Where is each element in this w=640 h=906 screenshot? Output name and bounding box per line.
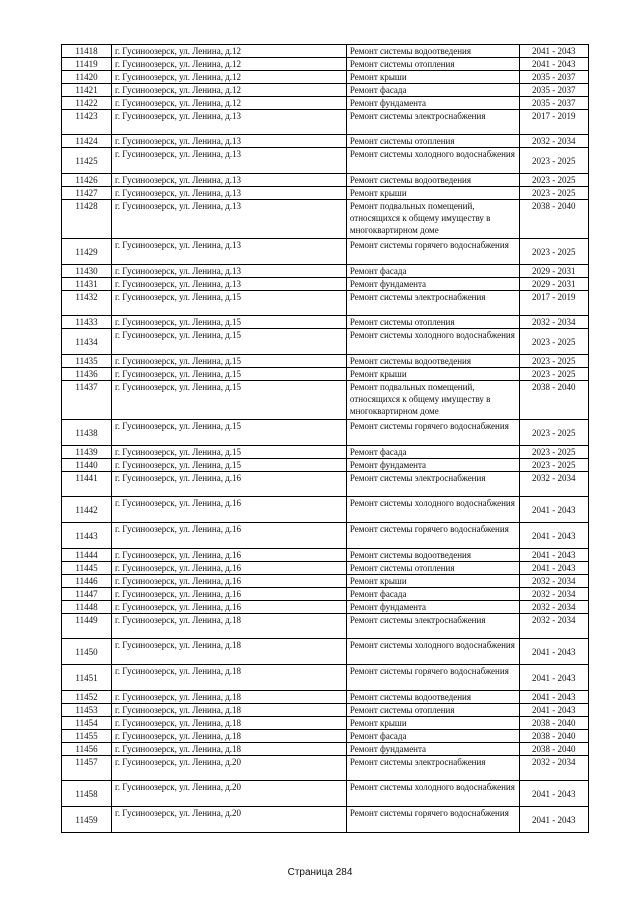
table-row — [62, 316, 589, 329]
row-number-cell: 11459 — [62, 807, 112, 833]
address-cell: г. Гусиноозерск, ул. Ленина, д.16 — [112, 549, 347, 562]
work-type-cell: Ремонт системы водоотведения — [346, 45, 519, 58]
work-type-cell: Ремонт системы отопления — [346, 135, 519, 148]
row-number-cell: 11447 — [62, 588, 112, 601]
work-type-cell: Ремонт фундамента — [346, 743, 519, 756]
table-row — [62, 807, 589, 833]
period-cell: 2017 - 2019 — [519, 291, 588, 316]
row-number-cell: 11421 — [62, 84, 112, 97]
row-number-cell: 11444 — [62, 549, 112, 562]
period-cell: 2041 - 2043 — [519, 58, 588, 71]
table-row — [62, 665, 589, 691]
table-row — [62, 743, 589, 756]
table-row — [62, 704, 589, 717]
work-type-cell: Ремонт системы горячего водоснабжения — [346, 239, 519, 265]
period-cell: 2041 - 2043 — [519, 691, 588, 704]
row-number-cell: 11453 — [62, 704, 112, 717]
period-cell: 2038 - 2040 — [519, 717, 588, 730]
row-number-cell: 11438 — [62, 420, 112, 446]
row-number-cell: 11436 — [62, 368, 112, 381]
period-cell: 2041 - 2043 — [519, 562, 588, 575]
table-row — [62, 472, 589, 497]
work-type-cell: Ремонт фасада — [346, 265, 519, 278]
period-cell: 2041 - 2043 — [519, 45, 588, 58]
table-row — [62, 614, 589, 639]
work-type-cell: Ремонт системы водоотведения — [346, 691, 519, 704]
table-row — [62, 381, 589, 420]
table-row — [62, 148, 589, 174]
address-cell: г. Гусиноозерск, ул. Ленина, д.13 — [112, 187, 347, 200]
address-cell: г. Гусиноозерск, ул. Ленина, д.12 — [112, 45, 347, 58]
work-type-cell: Ремонт фасада — [346, 446, 519, 459]
row-number-cell: 11442 — [62, 497, 112, 523]
row-number-cell: 11458 — [62, 781, 112, 807]
address-cell: г. Гусиноозерск, ул. Ленина, д.18 — [112, 665, 347, 691]
row-number-cell: 11443 — [62, 523, 112, 549]
address-cell: г. Гусиноозерск, ул. Ленина, д.16 — [112, 601, 347, 614]
table-row — [62, 691, 589, 704]
table-row — [62, 329, 589, 355]
work-type-cell: Ремонт системы отопления — [346, 704, 519, 717]
address-cell: г. Гусиноозерск, ул. Ленина, д.15 — [112, 291, 347, 316]
work-type-cell: Ремонт системы отопления — [346, 316, 519, 329]
table-row — [62, 355, 589, 368]
period-cell: 2023 - 2025 — [519, 239, 588, 265]
address-cell: г. Гусиноозерск, ул. Ленина, д.15 — [112, 355, 347, 368]
row-number-cell: 11425 — [62, 148, 112, 174]
address-cell: г. Гусиноозерск, ул. Ленина, д.20 — [112, 807, 347, 833]
table-row — [62, 756, 589, 781]
work-type-cell: Ремонт системы холодного водоснабжения — [346, 497, 519, 523]
work-type-cell: Ремонт фасада — [346, 588, 519, 601]
table-row — [62, 58, 589, 71]
row-number-cell: 11432 — [62, 291, 112, 316]
table-row — [62, 549, 589, 562]
address-cell: г. Гусиноозерск, ул. Ленина, д.18 — [112, 639, 347, 665]
period-cell: 2041 - 2043 — [519, 523, 588, 549]
row-number-cell: 11445 — [62, 562, 112, 575]
work-type-cell: Ремонт системы горячего водоснабжения — [346, 420, 519, 446]
row-number-cell: 11452 — [62, 691, 112, 704]
address-cell: г. Гусиноозерск, ул. Ленина, д.13 — [112, 148, 347, 174]
table-row — [62, 575, 589, 588]
work-type-cell: Ремонт фундамента — [346, 278, 519, 291]
period-cell: 2041 - 2043 — [519, 497, 588, 523]
table-row — [62, 562, 589, 575]
row-number-cell: 11437 — [62, 381, 112, 420]
period-cell: 2038 - 2040 — [519, 200, 588, 239]
repair-schedule-table — [61, 44, 589, 833]
row-number-cell: 11427 — [62, 187, 112, 200]
work-type-cell: Ремонт подвальных помещений, относящихся к общему имуществу в многоквартирном доме — [346, 381, 519, 420]
address-cell: г. Гусиноозерск, ул. Ленина, д.18 — [112, 743, 347, 756]
work-type-cell: Ремонт системы горячего водоснабжения — [346, 523, 519, 549]
address-cell: г. Гусиноозерск, ул. Ленина, д.15 — [112, 459, 347, 472]
row-number-cell: 11428 — [62, 200, 112, 239]
page-number: Страница 284 — [287, 867, 353, 878]
work-type-cell: Ремонт системы горячего водоснабжения — [346, 807, 519, 833]
table-row — [62, 730, 589, 743]
work-type-cell: Ремонт системы холодного водоснабжения — [346, 639, 519, 665]
work-type-cell: Ремонт крыши — [346, 717, 519, 730]
period-cell: 2041 - 2043 — [519, 781, 588, 807]
table-row — [62, 459, 589, 472]
address-cell: г. Гусиноозерск, ул. Ленина, д.15 — [112, 420, 347, 446]
period-cell: 2023 - 2025 — [519, 148, 588, 174]
period-cell: 2038 - 2040 — [519, 381, 588, 420]
row-number-cell: 11455 — [62, 730, 112, 743]
address-cell: г. Гусиноозерск, ул. Ленина, д.18 — [112, 717, 347, 730]
table-row — [62, 110, 589, 135]
address-cell: г. Гусиноозерск, ул. Ленина, д.18 — [112, 730, 347, 743]
period-cell: 2023 - 2025 — [519, 446, 588, 459]
table-row — [62, 187, 589, 200]
row-number-cell: 11422 — [62, 97, 112, 110]
table-row — [62, 97, 589, 110]
period-cell: 2032 - 2034 — [519, 472, 588, 497]
period-cell: 2023 - 2025 — [519, 174, 588, 187]
work-type-cell: Ремонт системы отопления — [346, 562, 519, 575]
row-number-cell: 11457 — [62, 756, 112, 781]
period-cell: 2032 - 2034 — [519, 575, 588, 588]
address-cell: г. Гусиноозерск, ул. Ленина, д.13 — [112, 174, 347, 187]
address-cell: г. Гусиноозерск, ул. Ленина, д.13 — [112, 239, 347, 265]
work-type-cell: Ремонт системы отопления — [346, 58, 519, 71]
address-cell: г. Гусиноозерск, ул. Ленина, д.16 — [112, 575, 347, 588]
address-cell: г. Гусиноозерск, ул. Ленина, д.12 — [112, 84, 347, 97]
address-cell: г. Гусиноозерск, ул. Ленина, д.15 — [112, 329, 347, 355]
period-cell: 2035 - 2037 — [519, 71, 588, 84]
table-row — [62, 291, 589, 316]
work-type-cell: Ремонт фасада — [346, 84, 519, 97]
work-type-cell: Ремонт системы электроснабжения — [346, 110, 519, 135]
work-type-cell: Ремонт фасада — [346, 730, 519, 743]
period-cell: 2041 - 2043 — [519, 549, 588, 562]
row-number-cell: 11431 — [62, 278, 112, 291]
row-number-cell: 11435 — [62, 355, 112, 368]
row-number-cell: 11454 — [62, 717, 112, 730]
row-number-cell: 11418 — [62, 45, 112, 58]
work-type-cell: Ремонт фундамента — [346, 459, 519, 472]
period-cell: 2041 - 2043 — [519, 807, 588, 833]
address-cell: г. Гусиноозерск, ул. Ленина, д.18 — [112, 614, 347, 639]
address-cell: г. Гусиноозерск, ул. Ленина, д.20 — [112, 781, 347, 807]
row-number-cell: 11441 — [62, 472, 112, 497]
period-cell: 2041 - 2043 — [519, 665, 588, 691]
address-cell: г. Гусиноозерск, ул. Ленина, д.12 — [112, 71, 347, 84]
address-cell: г. Гусиноозерск, ул. Ленина, д.13 — [112, 110, 347, 135]
work-type-cell: Ремонт системы холодного водоснабжения — [346, 781, 519, 807]
table-row — [62, 588, 589, 601]
table-row — [62, 446, 589, 459]
row-number-cell: 11439 — [62, 446, 112, 459]
work-type-cell: Ремонт системы водоотведения — [346, 549, 519, 562]
row-number-cell: 11450 — [62, 639, 112, 665]
period-cell: 2023 - 2025 — [519, 459, 588, 472]
work-type-cell: Ремонт системы электроснабжения — [346, 472, 519, 497]
address-cell: г. Гусиноозерск, ул. Ленина, д.16 — [112, 523, 347, 549]
row-number-cell: 11440 — [62, 459, 112, 472]
row-number-cell: 11419 — [62, 58, 112, 71]
work-type-cell: Ремонт фундамента — [346, 601, 519, 614]
period-cell: 2023 - 2025 — [519, 420, 588, 446]
period-cell: 2023 - 2025 — [519, 329, 588, 355]
period-cell: 2029 - 2031 — [519, 265, 588, 278]
address-cell: г. Гусиноозерск, ул. Ленина, д.13 — [112, 200, 347, 239]
period-cell: 2032 - 2034 — [519, 135, 588, 148]
work-type-cell: Ремонт системы горячего водоснабжения — [346, 665, 519, 691]
period-cell: 2032 - 2034 — [519, 588, 588, 601]
row-number-cell: 11430 — [62, 265, 112, 278]
period-cell: 2023 - 2025 — [519, 355, 588, 368]
address-cell: г. Гусиноозерск, ул. Ленина, д.15 — [112, 316, 347, 329]
table-row — [62, 523, 589, 549]
address-cell: г. Гусиноозерск, ул. Ленина, д.13 — [112, 278, 347, 291]
row-number-cell: 11423 — [62, 110, 112, 135]
address-cell: г. Гусиноозерск, ул. Ленина, д.16 — [112, 472, 347, 497]
table-row — [62, 239, 589, 265]
period-cell: 2023 - 2025 — [519, 368, 588, 381]
address-cell: г. Гусиноозерск, ул. Ленина, д.20 — [112, 756, 347, 781]
row-number-cell: 11448 — [62, 601, 112, 614]
work-type-cell: Ремонт крыши — [346, 575, 519, 588]
table-row — [62, 420, 589, 446]
table-row — [62, 781, 589, 807]
address-cell: г. Гусиноозерск, ул. Ленина, д.16 — [112, 497, 347, 523]
address-cell: г. Гусиноозерск, ул. Ленина, д.12 — [112, 58, 347, 71]
work-type-cell: Ремонт системы холодного водоснабжения — [346, 329, 519, 355]
work-type-cell: Ремонт системы холодного водоснабжения — [346, 148, 519, 174]
row-number-cell: 11426 — [62, 174, 112, 187]
period-cell: 2032 - 2034 — [519, 756, 588, 781]
period-cell: 2038 - 2040 — [519, 730, 588, 743]
table-row — [62, 601, 589, 614]
period-cell: 2029 - 2031 — [519, 278, 588, 291]
row-number-cell: 11449 — [62, 614, 112, 639]
row-number-cell: 11434 — [62, 329, 112, 355]
work-type-cell: Ремонт системы электроснабжения — [346, 614, 519, 639]
table-row — [62, 497, 589, 523]
address-cell: г. Гусиноозерск, ул. Ленина, д.13 — [112, 265, 347, 278]
address-cell: г. Гусиноозерск, ул. Ленина, д.12 — [112, 97, 347, 110]
table-row — [62, 717, 589, 730]
work-type-cell: Ремонт системы водоотведения — [346, 174, 519, 187]
address-cell: г. Гусиноозерск, ул. Ленина, д.15 — [112, 368, 347, 381]
address-cell: г. Гусиноозерск, ул. Ленина, д.16 — [112, 562, 347, 575]
row-number-cell: 11446 — [62, 575, 112, 588]
table-row — [62, 639, 589, 665]
address-cell: г. Гусиноозерск, ул. Ленина, д.15 — [112, 446, 347, 459]
address-cell: г. Гусиноозерск, ул. Ленина, д.16 — [112, 588, 347, 601]
table-row — [62, 265, 589, 278]
row-number-cell: 11420 — [62, 71, 112, 84]
row-number-cell: 11429 — [62, 239, 112, 265]
row-number-cell: 11424 — [62, 135, 112, 148]
work-type-cell: Ремонт системы водоотведения — [346, 355, 519, 368]
address-cell: г. Гусиноозерск, ул. Ленина, д.13 — [112, 135, 347, 148]
work-type-cell: Ремонт крыши — [346, 187, 519, 200]
table-body — [62, 45, 589, 833]
table-row — [62, 368, 589, 381]
work-type-cell: Ремонт крыши — [346, 368, 519, 381]
period-cell: 2035 - 2037 — [519, 97, 588, 110]
address-cell: г. Гусиноозерск, ул. Ленина, д.18 — [112, 691, 347, 704]
address-cell: г. Гусиноозерск, ул. Ленина, д.18 — [112, 704, 347, 717]
row-number-cell: 11433 — [62, 316, 112, 329]
table-row — [62, 200, 589, 239]
work-type-cell: Ремонт крыши — [346, 71, 519, 84]
period-cell: 2032 - 2034 — [519, 316, 588, 329]
row-number-cell: 11451 — [62, 665, 112, 691]
period-cell: 2041 - 2043 — [519, 704, 588, 717]
period-cell: 2023 - 2025 — [519, 187, 588, 200]
period-cell: 2038 - 2040 — [519, 743, 588, 756]
period-cell: 2017 - 2019 — [519, 110, 588, 135]
work-type-cell: Ремонт подвальных помещений, относящихся к общему имуществу в многоквартирном доме — [346, 200, 519, 239]
table-row — [62, 71, 589, 84]
period-cell: 2041 - 2043 — [519, 639, 588, 665]
row-number-cell: 11456 — [62, 743, 112, 756]
table-row — [62, 84, 589, 97]
period-cell: 2032 - 2034 — [519, 601, 588, 614]
table-row — [62, 174, 589, 187]
work-type-cell: Ремонт фундамента — [346, 97, 519, 110]
table-row — [62, 135, 589, 148]
address-cell: г. Гусиноозерск, ул. Ленина, д.15 — [112, 381, 347, 420]
table-row — [62, 278, 589, 291]
period-cell: 2035 - 2037 — [519, 84, 588, 97]
table-row — [62, 45, 589, 58]
work-type-cell: Ремонт системы электроснабжения — [346, 756, 519, 781]
period-cell: 2032 - 2034 — [519, 614, 588, 639]
work-type-cell: Ремонт системы электроснабжения — [346, 291, 519, 316]
